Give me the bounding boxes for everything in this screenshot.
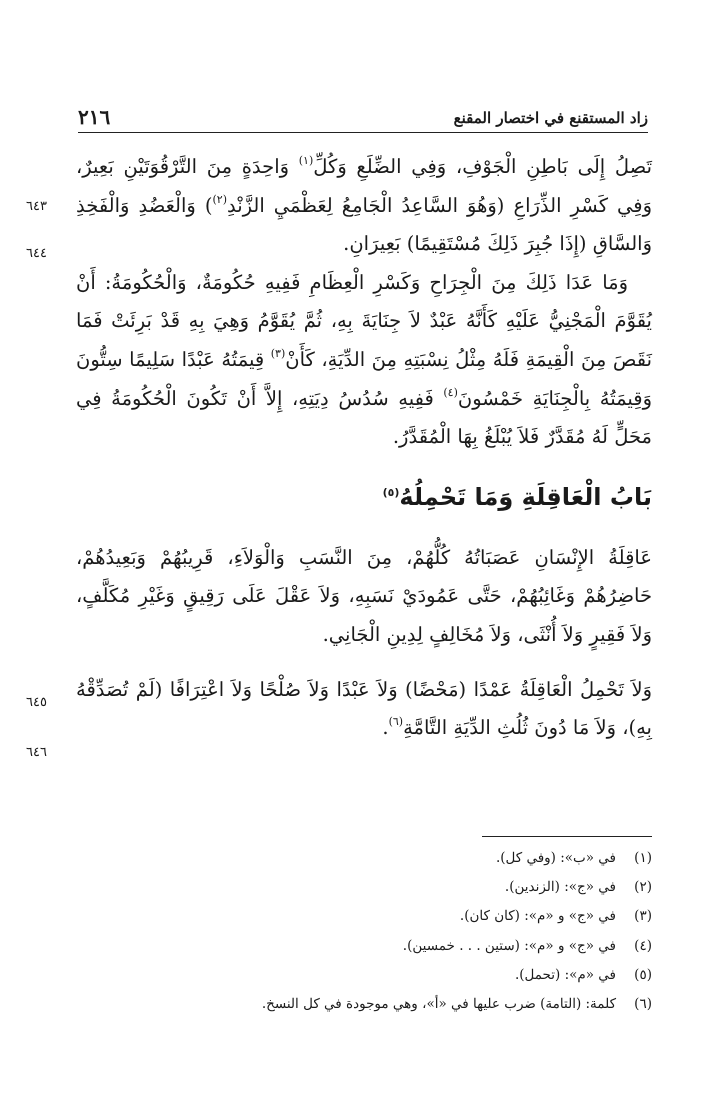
footnote-text: في «ب»: (وفي كل). bbox=[495, 850, 616, 866]
paragraph-aqila-exclusions bbox=[76, 671, 652, 748]
paragraph-hukuma bbox=[76, 264, 652, 457]
footnote-marker: (٤) bbox=[443, 385, 458, 399]
margin-number: ٦٤٣ bbox=[26, 199, 47, 214]
text-run: وَمَا عَدَا ذَلِكَ مِنَ الْجِرَاحِ وَكَسْرِ الْعِظَامِ فَفِيهِ حُكُومَةٌ، وَالْحُكُومَةُ: أَنْ يُقَوَّمَ الْمَجْنِيُّ عَلَيْهِ كَأَنَّهُ عَبْدٌ لاَ جِنَايَةَ بِهِ، ثُمَّ يُقَوَّمُ وَهِيَ بِهِ قَدْ بَرِئَتْ فَمَا نَقَصَ مِنَ الْقِيمَةِ فَلَهُ مِثْلُ نِسْبَتِهِ مِنَ الدِّيَةِ، كَأَنْ bbox=[76, 270, 652, 371]
footnote bbox=[200, 961, 652, 990]
footnote bbox=[200, 902, 652, 931]
footnote-text: في «ج» و «م»: (ستين . . . خمسين). bbox=[402, 937, 616, 954]
footnote-marker: (٦) bbox=[388, 715, 404, 729]
margin-number: ٦٤٥ bbox=[26, 695, 47, 710]
chapter-heading-title: بَابُ الْعَاقِلَةِ وَمَا تَحْمِلُهُ bbox=[399, 482, 652, 511]
footnote bbox=[200, 873, 652, 902]
chapter-heading bbox=[76, 463, 652, 531]
text-run: . bbox=[382, 716, 389, 740]
footnote-marker: (٣) bbox=[270, 346, 286, 360]
footnote-text: في «ج» و «م»: (كان كان). bbox=[459, 908, 616, 925]
footnote-number: (٥) bbox=[634, 966, 652, 983]
footnote-number: (١) bbox=[634, 850, 652, 866]
text-run: تَصِلُ إِلَى بَاطِنِ الْجَوْفِ، وَفِي الضِّلَعِ وَكُلِّ bbox=[313, 155, 652, 178]
text-run: قِيمَتُهُ عَبْدًا سَلِيمًا سِتُّونَ وَقِيمَتُهُ بِالْجِنَايَةِ خَمْسُونَ bbox=[76, 347, 652, 410]
footnote-text: في «م»: (تحمل). bbox=[514, 966, 616, 983]
book-title: زاد المستقنع في اختصار المقنع bbox=[453, 109, 648, 127]
footnote bbox=[200, 932, 652, 961]
margin-number: ٦٤٤ bbox=[26, 246, 47, 261]
text-run: فَفِيهِ سُدُسُ دِيَتِهِ، إِلاَّ أَنْ تَكُونَ الْحُكُومَةُ فِي مَحَلٍّ لَهُ مُقَدَّرٌ فَلاَ يُبْلَغُ بِهَا الْمُقَدَّرُ. bbox=[76, 386, 652, 449]
text-run: وَلاَ تَحْمِلُ الْعَاقِلَةُ عَمْدًا (مَحْضًا) وَلاَ عَبْدًا وَلاَ صُلْحًا وَلاَ اعْتِرَافًا (لَمْ تُصَدِّقْهُ بِهِ)، وَلاَ مَا دُونَ ثُلُثِ الدِّيَةِ التَّامَّةِ bbox=[76, 677, 652, 740]
footnote-text: كلمة: (التامة) ضرب عليها في «أ»، وهي موجودة في كل النسخ. bbox=[261, 996, 616, 1013]
page-number: ٢١٦ bbox=[78, 105, 111, 129]
footnote-number: (٦) bbox=[634, 996, 652, 1013]
text-run: ) وَالْعَضُدِ وَالْفَخِذِ وَالسَّاقِ (إِذَا جُبِرَ ذَلِكَ مُسْتَقِيمًا) بَعِيرَانِ. bbox=[76, 193, 652, 256]
footnote-number: (٢) bbox=[634, 879, 652, 896]
text-run: وَاحِدَةٍ مِنَ التَّرْقُوَتَيْنِ بَعِيرٌ، وَفِي كَسْرِ الذِّرَاعِ (وَهُوَ السَّاعِدُ الْجَامِعُ لِعَظْمَيِ الزَّنْدِ bbox=[76, 155, 653, 217]
footnote bbox=[200, 990, 652, 1019]
text-run: عَاقِلَةُ الإِنْسَانِ عَصَبَاتُهُ كُلُّهُمْ، مِنَ النَّسَبِ وَالْوَلاَءِ، قَرِيبُهُمْ وَبَعِيدُهُمْ، حَاضِرُهُمْ وَغَائِبُهُمْ، حَتَّى عَمُودَيْ نَسَبِهِ، وَلاَ عَقْلَ عَلَى رَقِيقٍ وَغَيْرِ مُكَلَّفٍ، وَلاَ فَقِيرٍ وَلاَ أُنْثَى، وَلاَ مُخَالِفٍ لِدِينِ الْجَانِي. bbox=[76, 545, 652, 646]
footnote-marker: (١) bbox=[298, 154, 314, 167]
footnotes bbox=[200, 844, 652, 1019]
footnote-number: (٤) bbox=[634, 937, 652, 954]
footnote-marker: (٢) bbox=[212, 192, 227, 206]
footnote-text: في «ج»: (الزندين). bbox=[504, 879, 616, 896]
chapter-heading-footnote-marker: (٥) bbox=[382, 485, 400, 499]
footnote bbox=[200, 844, 652, 873]
paragraph-aqila-definition bbox=[76, 539, 652, 655]
footnote-number: (٣) bbox=[634, 908, 652, 925]
main-text bbox=[76, 148, 652, 748]
margin-number: ٦٤٦ bbox=[26, 745, 47, 760]
footnote-divider bbox=[482, 836, 652, 837]
paragraph-head-injuries bbox=[76, 148, 652, 264]
running-header bbox=[78, 98, 648, 133]
